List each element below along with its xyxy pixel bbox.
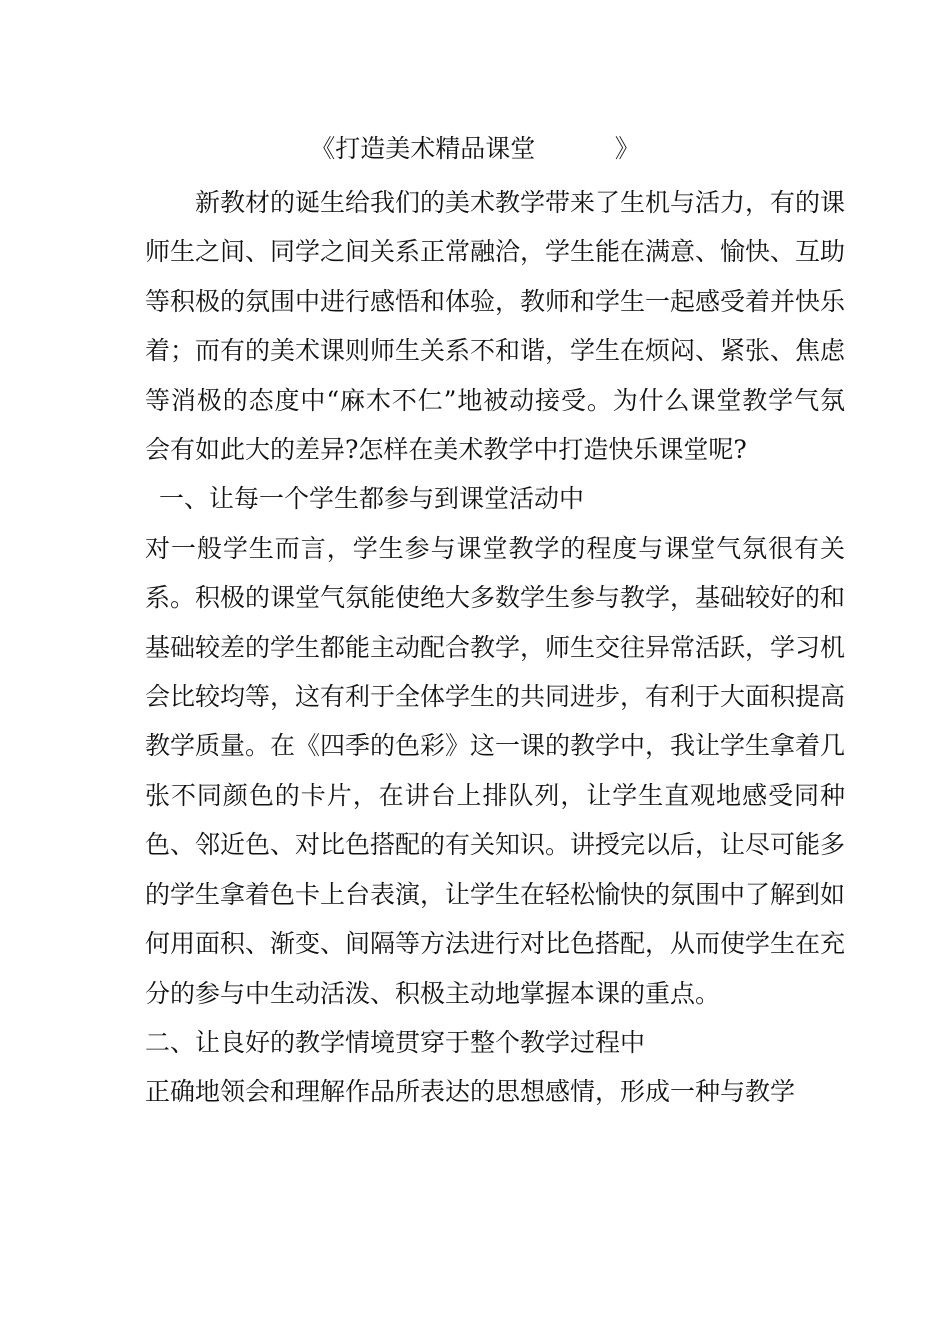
document-title: 《打造美术精品课堂 》 [310,134,640,163]
intro-paragraph: 新教材的诞生给我们的美术教学带来了生机与活力，有的课师生之间、同学之间关系正常融洽，学生能在满意、愉快、互助等积极的氛围中进行感悟和体验，教师和学生一起感受着并快乐着；而有的美术课则师生关系不和谐，学生在烦闷、紧张、焦虑等消极的态度中“麻木不仁”地被动接受。为什么课堂教学气氛会有如此大的差异?怎样在美术教学中打造快乐课堂呢? [145,188,846,465]
section-heading-1: 一、让每一个学生都参与到课堂活动中 [159,484,585,514]
document-body [145,178,845,1117]
section-heading-2: 二、让良好的教学情境贯穿于整个教学过程中 [145,1027,646,1057]
section-1-paragraph: 对一般学生而言，学生参与课堂教学的程度与课堂气氛很有关系。积极的课堂气氛能使绝大多数学生参与教学，基础较好的和基础较差的学生都能主动配合教学，师生交往异常活跃，学习机会比较均等，这有利于全体学生的共同进步，有利于大面积提高教学质量。在《四季的色彩》这一课的教学中，我让学生拿着几张不同颜色的卡片，在讲台上排队列，让学生直观地感受同种色、邻近色、对比色搭配的有关知识。讲授完以后，让尽可能多的学生拿着色卡上台表演，让学生在轻松愉快的氛围中了解到如何用面积、渐变、间隔等方法进行对比色搭配，从而使学生在充分的参与中生动活泼、积极主动地掌握本课的重点。 [145,533,846,1008]
section-2-paragraph: 正确地领会和理解作品所表达的思想感情，形成一种与教学 [145,1077,796,1107]
